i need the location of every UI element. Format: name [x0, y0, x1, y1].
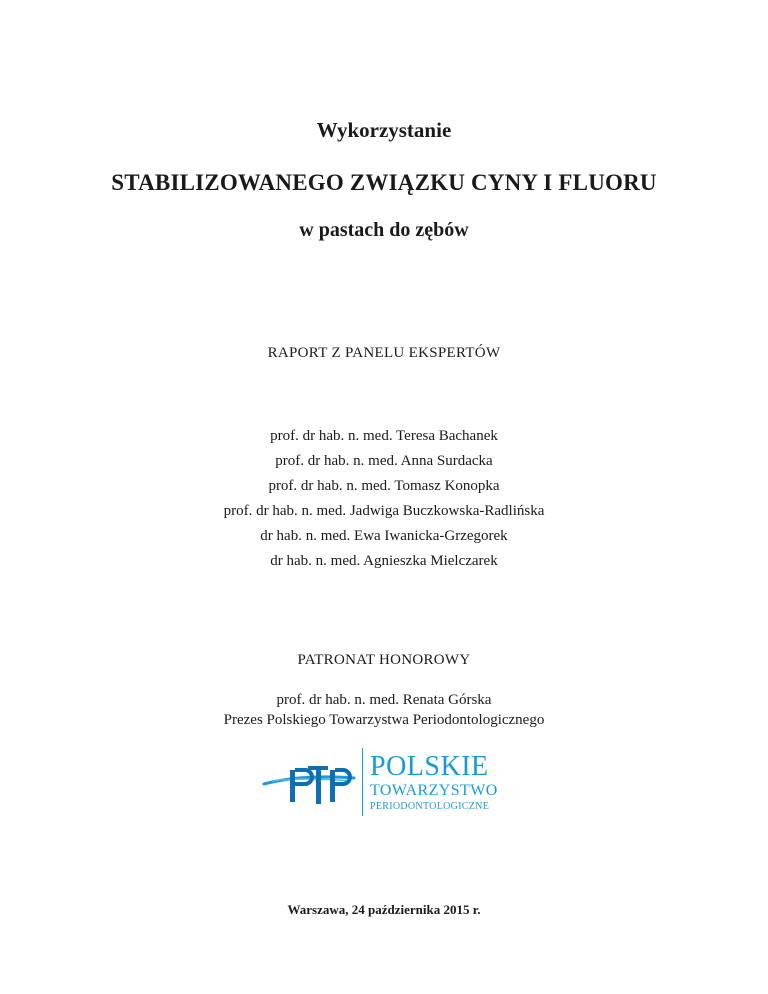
logo-line-1: POLSKIE [370, 751, 489, 782]
author: dr hab. n. med. Agnieszka Mielczarek [270, 553, 498, 569]
author: dr hab. n. med. Ewa Iwanicka-Grzegorek [260, 528, 508, 544]
ptp-logo-text [370, 752, 498, 814]
logo-line-2: TOWARZYSTWO [370, 782, 498, 799]
place-date: Warszawa, 24 października 2015 r. [287, 902, 481, 917]
patron-name: prof. dr hab. n. med. Renata Górska [276, 692, 492, 708]
authors-list [0, 424, 768, 574]
author: prof. dr hab. n. med. Anna Surdacka [275, 453, 493, 469]
title-line-1: Wykorzystanie [316, 118, 452, 142]
patronage-label: PATRONAT HONOROWY [297, 652, 471, 668]
logo-line-3: PERIODONTOLOGICZNE [370, 801, 490, 812]
title-line-2: STABILIZOWANEGO ZWIĄZKU CYNY I FLUORU [111, 170, 657, 195]
title-line-3: w pastach do zębów [299, 219, 469, 241]
patronage-block [0, 690, 768, 730]
patron-role: Prezes Polskiego Towarzystwa Periodontologicznego [223, 712, 545, 728]
author: prof. dr hab. n. med. Jadwiga Buczkowska-Radlińska [223, 503, 545, 519]
report-label: RAPORT Z PANELU EKSPERTÓW [267, 345, 501, 361]
author: prof. dr hab. n. med. Tomasz Konopka [268, 478, 500, 494]
author: prof. dr hab. n. med. Teresa Bachanek [270, 428, 498, 444]
